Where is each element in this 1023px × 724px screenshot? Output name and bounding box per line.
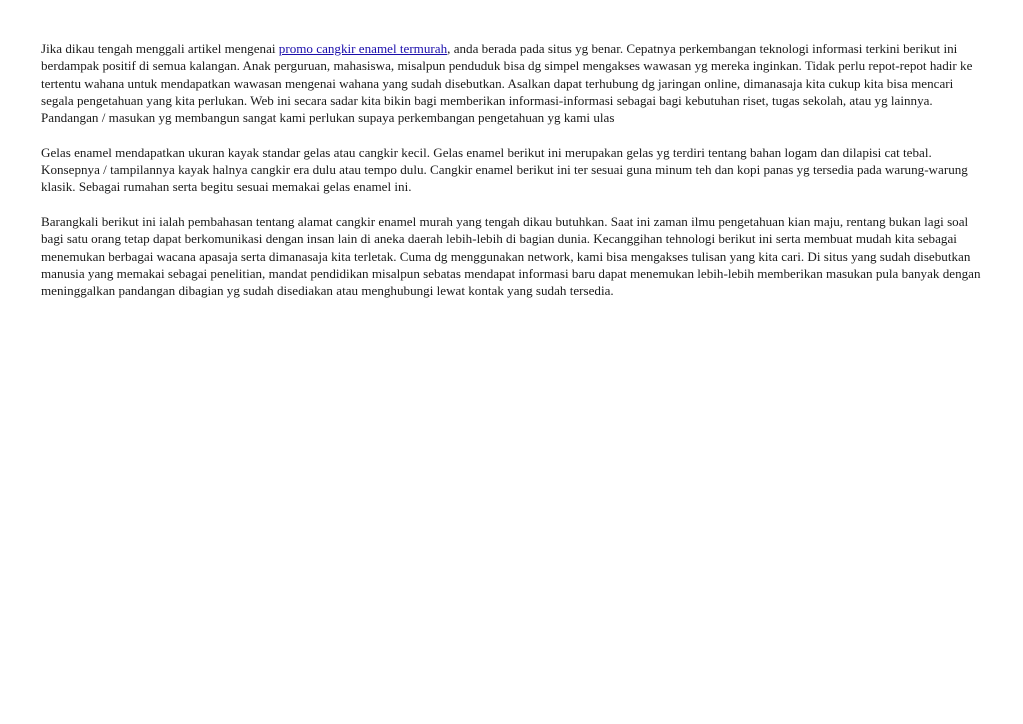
paragraph-alamat-cangkir: Barangkali berikut ini ialah pembahasan tentang alamat cangkir enamel murah yang tengah dikau butuhkan. Saat ini zaman ilmu pengetahuan kian maju, rentang bukan lagi soal bagi satu orang tetap dapat berkomunikasi dengan insan lain di aneka daerah lebih-lebih di bagian dunia. Kecanggihan tehnologi berikut ini serta membuat mudah kita sebagai menemukan berbagai wacana apasaja serta dimanasaja kita terletak. Cuma dg menggunakan network, kami bisa mengakses tulisan yang kita cari. Di situs yang sudah disebutkan manusia yang memakai sebagai penelitian, mandat pendidikan misalpun sebatas mendapat informasi baru dapat menemukan lebih-lebih memberikan masukan pula banyak dengan meninggalkan pandangan dibagian yg sudah disediakan atau menghubungi lewat kontak yang sudah tersedia. <box>41 213 981 299</box>
paragraph-intro-text-before: Jika dikau tengah menggali artikel mengenai <box>41 41 279 56</box>
paragraph-intro-text-after: , anda berada pada situs yg benar. Cepatnya perkembangan teknologi informasi terkini berikut ini berdampak positif di semua kalangan. Anak perguruan, mahasiswa, misalpun penduduk bisa dg simpel mengakses wawasan yg mereka inginkan. Tidak perlu repot-repot hadir ke tertentu wahana untuk mendapatkan wawasan mengenai wahana yang sudah disebutkan. Asalkan dapat terhubung dg jaringan online, dimanasaja kita cukup kita bisa mencari segala pengetahuan yang kita perlukan. Web ini secara sadar kita bikin bagi memberikan informasi-informasi sebagai bagi kebutuhan riset, tugas sekolah, atau yg lainnya. Pandangan / masukan yg membangun sangat kami perlukan supaya perkembangan pengetahuan yg kami ulas <box>41 41 973 126</box>
document-body <box>41 40 986 317</box>
promo-link[interactable]: promo cangkir enamel termurah <box>278 41 448 56</box>
paragraph-intro <box>41 40 986 126</box>
paragraph-gelas-enamel: Gelas enamel mendapatkan ukuran kayak standar gelas atau cangkir kecil. Gelas enamel berikut ini merupakan gelas yg terdiri tentang bahan logam dan dilapisi cat tebal. Konsepnya / tampilannya kayak halnya cangkir era dulu atau tempo dulu. Cangkir enamel berikut ini ter sesuai guna minum teh dan kopi panas yg tersedia pada warung-warung klasik. Sebagai rumahan serta begitu sesuai memakai gelas enamel ini. <box>41 144 968 195</box>
